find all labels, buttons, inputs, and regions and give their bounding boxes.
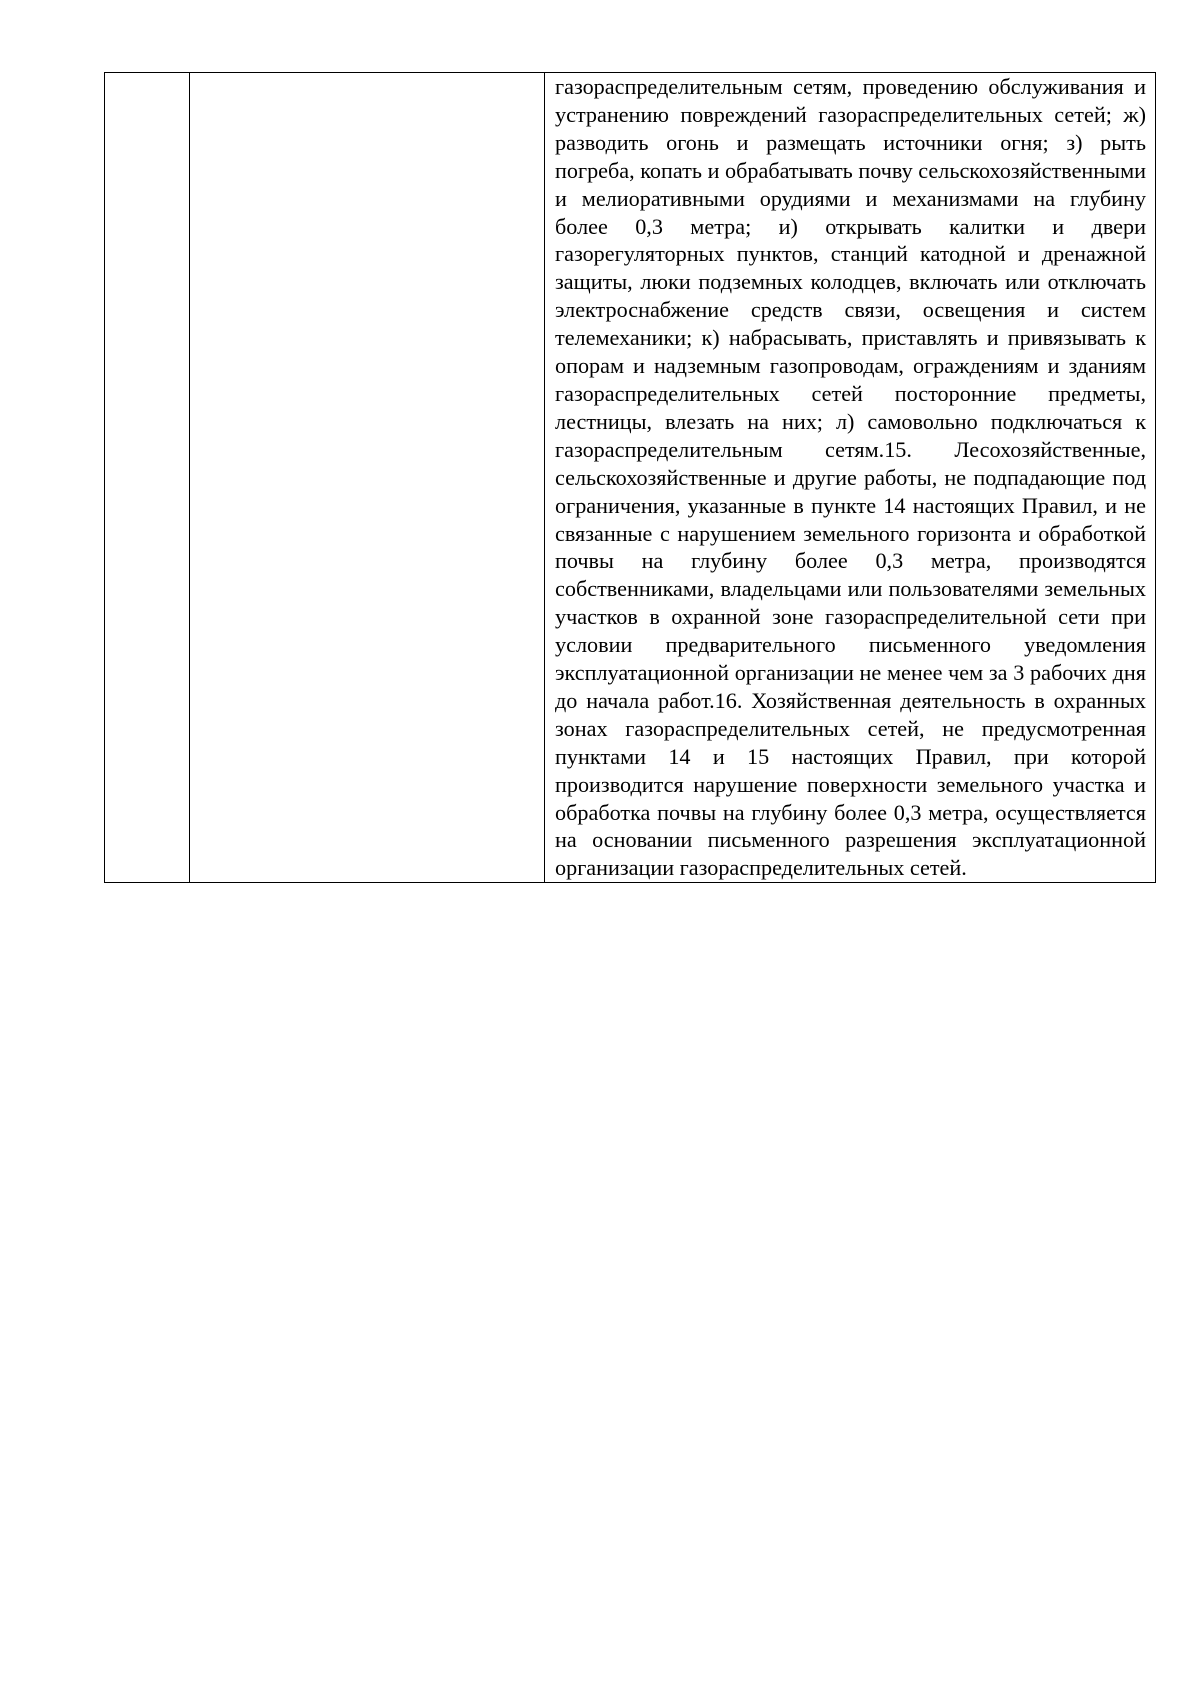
table-cell-description <box>545 73 1156 883</box>
table-cell-number <box>105 73 190 883</box>
cell-description-text: газораспределительным сетям, проведению обслуживания и устранению повреждений газораспределительных сетей; ж) разводить огонь и размещать источники огня; з) рыть погреба, копать и обрабатывать почву сельскохозяйственными и мелиоративными орудиями и механизмами на глубину более 0,3 метра; и) открывать калитки и двери газорегуляторных пунктов, станций катодной и дренажной защиты, люки подземных колодцев, включать или отключать электроснабжение средств связи, освещения и систем телемеханики; к) набрасывать, приставлять и привязывать к опорам и надземным газопроводам, ограждениям и зданиям газораспределительных сетей посторонние предметы, лестницы, влезать на них; л) самовольно подключаться к газораспределительным сетям.15. Лесохозяйственные, сельскохозяйственные и другие работы, не подпадающие под ограничения, указанные в пункте 14 настоящих Правил, и не связанные с нарушением земельного горизонта и обработкой почвы на глубину более 0,3 метра, производятся собственниками, владельцами или пользователями земельных участков в охранной зоне газораспределительной сети при условии предварительного письменного уведомления эксплуатационной организации не менее чем за 3 рабочих дня до начала работ.16. Хозяйственная деятельность в охранных зонах газораспределительных сетей, не предусмотренная пунктами 14 и 15 настоящих Правил, при которой производится нарушение поверхности земельного участка и обработка почвы на глубину более 0,3 метра, осуществляется на основании письменного разрешения эксплуатационной организации газораспределительных сетей. <box>555 74 1146 881</box>
table-row <box>105 73 1156 883</box>
table-cell-title <box>190 73 545 883</box>
document-table <box>104 72 1156 883</box>
